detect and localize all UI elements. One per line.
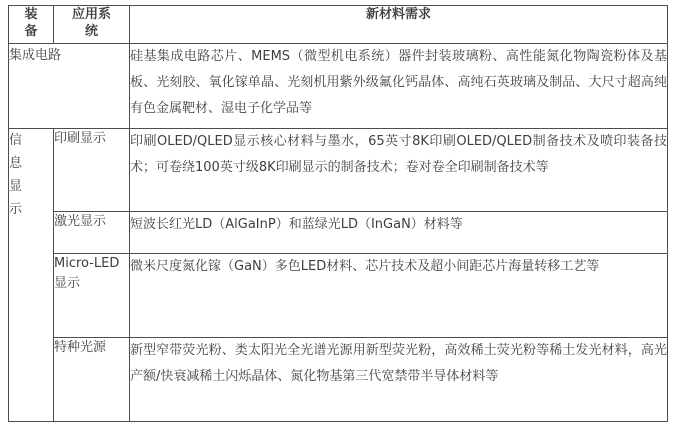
header-material-demand-label: 新材料需求 bbox=[365, 7, 431, 22]
cell-system-laser-display: 激光显示 bbox=[54, 212, 130, 254]
table-row-special-light-source bbox=[9, 338, 668, 422]
cell-system-micro-led-display: Micro-LED 显示 bbox=[54, 254, 130, 338]
header-row bbox=[9, 6, 668, 44]
cell-requirement-laser-display: 短波长红光LD（AlGaInP）和蓝绿光LD（InGaN）材料等 bbox=[130, 212, 668, 254]
cell-requirement-integrated-circuit: 硅基集成电路芯片、MEMS（微型机电系统）器件封装玻璃粉、高性能氮化物陶瓷粉体及基板、光刻胶、氧化镓单晶、光刻机用紫外级氟化钙晶体、高纯石英玻璃及制品、大尺寸超高纯有色金属靶材、湿电子化学品等 bbox=[130, 44, 668, 129]
cell-requirement-micro-led-display: 微米尺度氮化镓（GaN）多色LED材料、芯片技术及超小间距芯片海量转移工艺等 bbox=[130, 254, 668, 338]
header-equipment bbox=[9, 6, 54, 44]
cell-equipment-integrated-circuit: 集成电路 bbox=[9, 44, 130, 129]
cell-system-special-light-source: 特种光源 bbox=[54, 338, 130, 422]
header-material-demand bbox=[130, 6, 668, 44]
materials-requirements-table bbox=[8, 5, 668, 422]
cell-requirement-printed-display: 印刷OLED/QLED显示核心材料与墨水，65英寸8K印刷OLED/QLED制备技术及喷印装备技术；可卷绕100英寸级8K印刷显示的制备技术；卷对卷全印刷制备技术等 bbox=[130, 129, 668, 212]
table-row-integrated-circuit bbox=[9, 44, 668, 129]
equipment-info-display-label: 信息显示 bbox=[9, 133, 23, 217]
cell-equipment-info-display bbox=[9, 129, 54, 422]
cell-system-printed-display: 印刷显示 bbox=[54, 129, 130, 212]
header-application-system bbox=[54, 6, 130, 44]
header-equipment-label: 装备 bbox=[24, 7, 38, 39]
table-row-laser-display bbox=[9, 212, 668, 254]
table-row-micro-led-display bbox=[9, 254, 668, 338]
cell-requirement-special-light-source: 新型窄带荧光粉、类太阳光全光谱光源用新型荧光粉，高效稀土荧光粉等稀土发光材料，高光产额/快衰减稀土闪烁晶体、氮化物基第三代宽禁带半导体材料等 bbox=[130, 338, 668, 422]
table-row-printed-display bbox=[9, 129, 668, 212]
header-application-system-label: 应用系统 bbox=[71, 7, 111, 39]
